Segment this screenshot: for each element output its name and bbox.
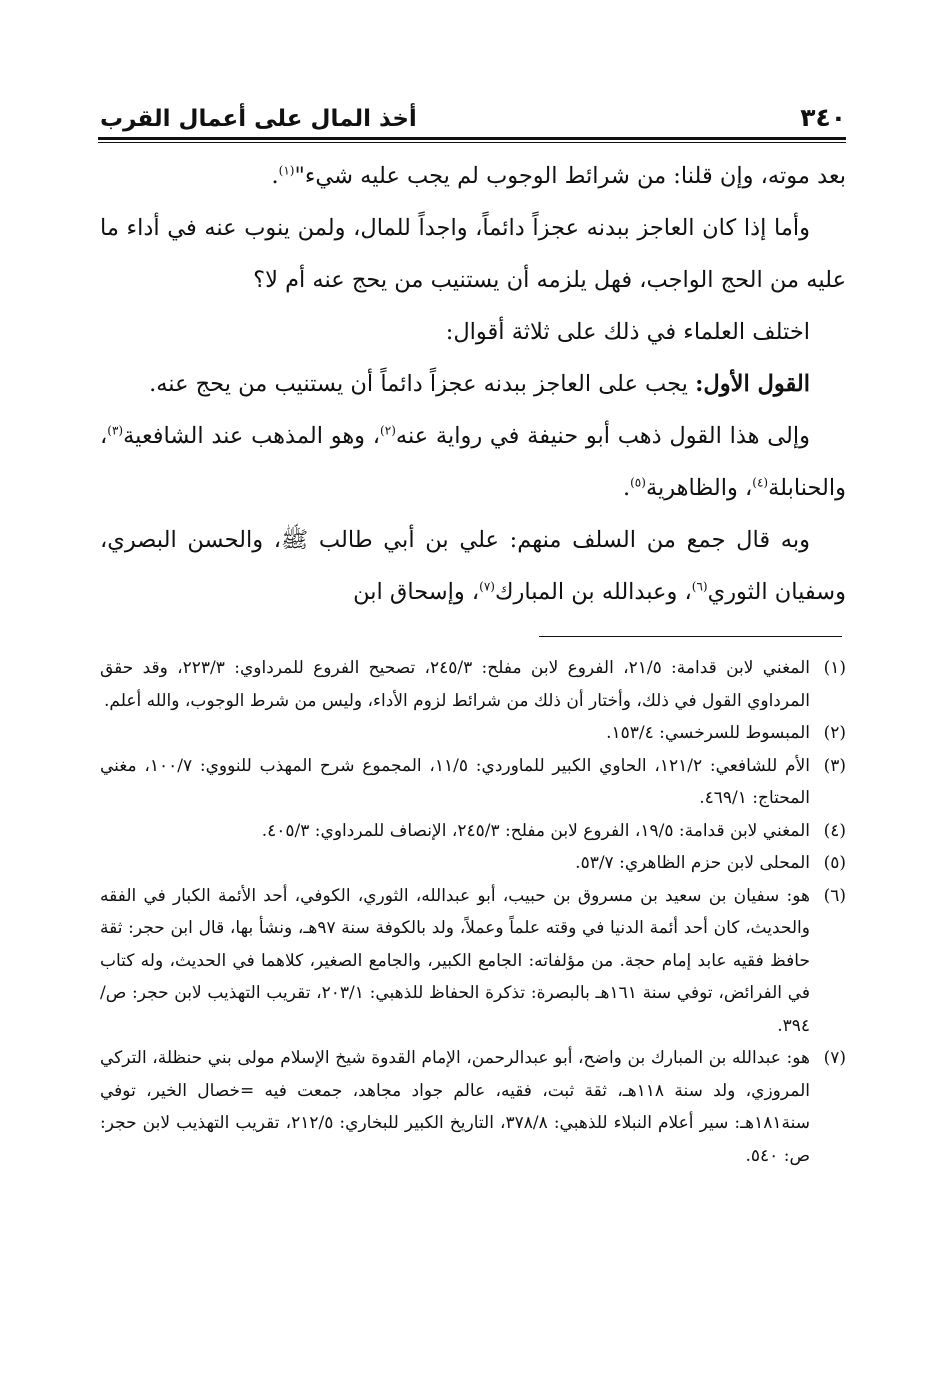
paragraph-5-part-a: وإلى هذا القول ذهب أبو حنيفة في رواية عنه [395,423,810,449]
header-rule [98,137,846,143]
paragraph-5-part-d: ، والظاهرية [645,475,753,501]
running-title: أخذ المال على أعمال القرب [100,106,417,132]
paragraph-5-part-e: . [622,475,631,501]
footnote-ref-5: (٥) [630,475,646,490]
footnote-text: المغني لابن قدامة: ١٩/٥، الفروع لابن مفلح: ٢٤٥/٣، الإنصاف للمرداوي: ٤٠٥/٣. [261,820,810,841]
footnote-text: الأم للشافعي: ١٢١/٢، الحاوي الكبير للماوردي: ١١/٥، المجموع شرح المهذب للنووي: ١٠٠/٧، مغني المحتاج: ٤٦٩/١. [100,755,810,808]
paragraph-3: اختلف العلماء في ذلك على ثلاثة أقوال: [445,319,810,345]
paragraph-1-text: بعد موته، وإن قلنا: من شرائط الوجوب لم يجب عليه شيء" [294,163,846,189]
paragraph-6-part-a: وبه قال جمع من السلف منهم: علي بن أبي طالب ﷺ، والحسن البصري، وسفيان الثوري [100,527,846,605]
page-number: ٣٤٠ [800,103,846,132]
paragraph-5-part-c: ، والحنابلة [100,423,846,501]
footnote-text: المغني لابن قدامة: ٢١/٥، الفروع لابن مفلح: ٢٤٥/٣، تصحيح الفروع للمرداوي: ٢٢٣/٣، وقد حقق المرداوي القول في ذلك، وأختار أن ذلك من شرائط لزوم الأداء، وليس من شرط الوجوب، والله أعلم. [100,658,810,711]
footnote-text: هو: سفيان بن سعيد بن مسروق بن حبيب، أبو عبدالله، الثوري، الكوفي، أحد الأئمة الكبار في الفقه والحديث، كان أحد أئمة الدنيا في وقته علماً وعملاً، ولد بالكوفة سنة ٩٧هـ، ونشأ بها، قال ابن حجر: ثقة حافظ فقيه عابد إمام حجة. من مؤلفاته: الجامع الكبير، والجامع الصغير، كلاهما في الحديث، وله كتاب في الفرائض، توفي سنة ١٦١هـ بالبصرة: تذكرة الحفاظ للذهبي: ٢٠٣/١، تقريب التهذيب لابن حجر: ص/٣٩٤. [100,885,810,1036]
paragraph-4 [100,358,846,410]
footnote-number: (٣) [823,755,846,776]
paragraph-6-part-b: ، وعبدالله بن المبارك [494,579,692,605]
footnote-separator [539,636,842,637]
footnote-ref-4: (٤) [752,475,769,490]
footnote-5 [100,847,846,880]
paragraph-1 [100,150,846,202]
footnote-ref-1: (١) [278,163,295,178]
footnote-text: هو: عبدالله بن المبارك بن واضح، أبو عبدالرحمن، الإمام القدوة شيخ الإسلام مولى بني حنظلة، التركي المروزي، ولد سنة ١١٨هـ، ثقة ثبت، فقيه، عالم جواد مجاهد، جمعت فيه =خصال الخير، توفي سنة١٨١هـ: سير أعلام النبلاء للذهبي: ٣٧٨/٨، التاريخ الكبير للبخاري: ٢١٢/٥، تقريب التهذيب لابن حجر: ص: ٥٤٠. [100,1048,810,1166]
footnote-1 [100,652,846,717]
footnote-number: (٢) [823,723,846,743]
footnote-text: المبسوط للسرخسي: ١٥٣/٤. [606,723,810,743]
paragraph-5 [100,410,846,514]
footnote-ref-3: (٣) [107,423,124,438]
footnote-ref-7: (٧) [479,579,495,594]
main-text [100,150,846,618]
paragraph-5-part-b: ، وهو المذهب عند الشافعية [123,423,381,449]
footnote-3 [100,750,846,815]
footnote-number: (٧) [823,1048,846,1068]
footnote-text: المحلى لابن حزم الظاهري: ٥٣/٧. [575,853,810,873]
footnote-number: (١) [823,658,846,678]
first-opinion-heading: القول الأول: [695,371,810,397]
footnote-ref-6: (٦) [691,579,708,594]
footnote-7 [100,1042,846,1172]
paragraph-6-part-c: ، وإسحاق ابن [353,579,480,605]
footnotes [100,652,846,1172]
footnote-number: (٥) [823,853,846,873]
footnote-number: (٦) [823,885,846,906]
paragraph-2: وأما إذا كان العاجز ببدنه عجزاً دائماً، واجداً للمال، ولمن ينوب عنه في أداء ما عليه من الحج الواجب، فهل يلزمه أن يستنيب من يحج عنه أم لا؟ [100,215,846,293]
paragraph-6 [100,514,846,618]
footnote-ref-2: (٢) [380,423,396,438]
paragraph-1-end: . [271,163,279,189]
footnote-number: (٤) [823,820,846,841]
footnote-4 [100,815,846,848]
paragraph-4-text: يجب على العاجز ببدنه عجزاً دائماً أن يستنيب من يحج عنه. [149,371,696,397]
footnote-2 [100,717,846,750]
page-header [100,92,846,132]
footnote-6 [100,880,846,1043]
